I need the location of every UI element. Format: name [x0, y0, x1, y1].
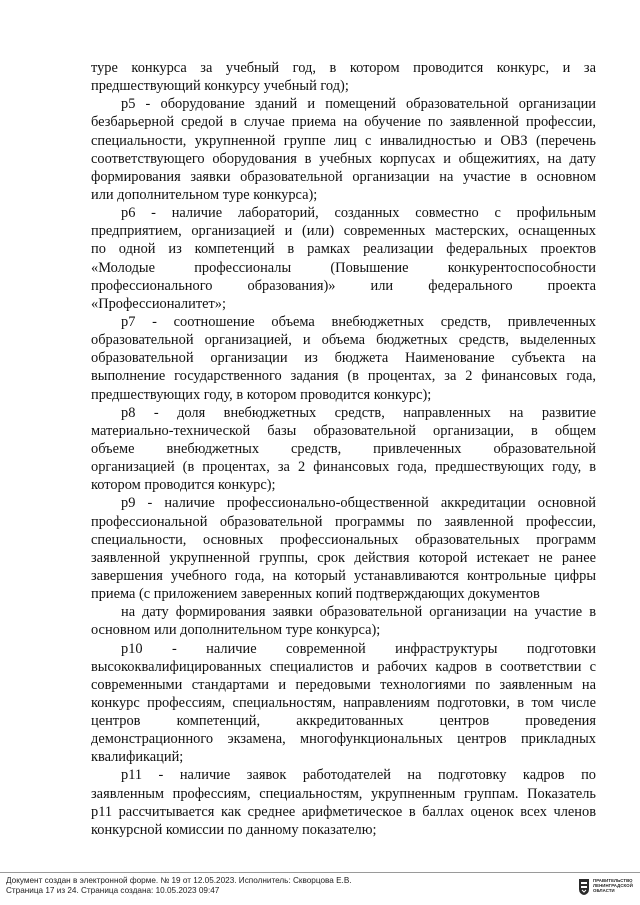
text-line: р11 рассчитывается как среднее арифметическое в баллах оценок всех членов [91, 803, 596, 820]
logo-line-2: ЛЕНИНГРАДСКОЙ [593, 883, 633, 888]
text-line: предприятием, организацией и (или) современных мастерских, оснащенных [91, 223, 596, 240]
logo-line-3: ОБЛАСТИ [593, 888, 615, 893]
text-line: основном или дополнительном туре конкурса); [91, 622, 381, 639]
text-line: на дату формирования заявки образовательной организации на участие в [121, 604, 596, 621]
text-line: конкурсной комиссии по данному показателю; [91, 821, 377, 838]
text-line: р10 - наличие современной инфраструктуры подготовки [121, 640, 596, 657]
logo-caption [593, 878, 633, 893]
text-line: р5 - оборудование зданий и помещений образовательной организации [121, 96, 596, 113]
text-line: материально-технической базы образовательной организации, в общем [91, 422, 596, 439]
document-footer [6, 876, 486, 896]
text-line: выполнение государственного задания (в процентах, за 2 финансовых года, [91, 368, 596, 385]
text-line: р8 - доля внебюджетных средств, направленных на развитие [121, 404, 596, 421]
text-line: специальности, укрупненной группе лиц с инвалидностью и ОВЗ (перечень [91, 132, 596, 149]
logo-line-1: ПРАВИТЕЛЬСТВО [593, 878, 633, 883]
text-line: завершения учебного года, на который устанавливаются контрольные цифры [91, 567, 596, 584]
text-line: приема (с приложением заверенных копий подтверждающих документов [91, 586, 540, 603]
text-line: «Профессионалитет»; [91, 295, 226, 312]
text-line: р11 - наличие заявок работодателей на подготовку кадров по [121, 767, 596, 784]
text-line: демонстрационного экзамена, многофункциональных центров прикладных [91, 731, 596, 748]
text-line: квалификаций; [91, 749, 184, 766]
text-line: заявленной укрупненной группы, срок действия которой истекает не ранее [91, 549, 596, 566]
text-line: специальности, основных профессиональных образовательных программ [91, 531, 596, 548]
footer-divider [0, 872, 640, 873]
text-line: р7 - соотношение объема внебюджетных средств, привлеченных [121, 313, 596, 330]
text-line: современными стандартами и передовыми технологиями по заявленным на [91, 676, 596, 693]
text-line: по одной из компетенций в рамках реализации федеральных проектов [91, 241, 596, 258]
text-line: формирования заявки образовательной организации на участие в основном [91, 168, 596, 185]
text-line: котором проводится конкурс); [91, 477, 276, 494]
text-line: предшествующий конкурсу учебный год); [91, 78, 349, 95]
text-line: соответствующего оборудования в учебных корпусах и общежитиях, на дату [91, 150, 596, 167]
text-line: центров компетенций, аккредитованных центров проведения [91, 713, 596, 730]
text-line: «Молодые профессионалы (Повышение конкурентоспособности [91, 259, 596, 276]
footer-line-1: Документ создан в электронной форме. № 19 от 12.05.2023. Исполнитель: Скворцова Е.В. [6, 876, 352, 885]
footer-line-2: Страница 17 из 24. Страница создана: 10.05.2023 09:47 [6, 886, 220, 895]
text-line: объеме внебюджетных средств, привлеченных образовательной [91, 440, 596, 457]
text-line: профессиональной образовательной программы по заявленной профессии, [91, 513, 596, 530]
text-line: образовательной организации из бюджета Наименование субъекта на [91, 350, 596, 367]
text-line: предшествующих году, в котором проводится конкурс); [91, 386, 432, 403]
text-line: туре конкурса за учебный год, в котором проводится конкурс, и за [91, 60, 596, 76]
text-line: высококвалифицированных специалистов и рабочих кадров в соответствии с [91, 658, 596, 675]
text-line: или дополнительном туре конкурса); [91, 186, 318, 203]
text-line: заявленным профессиям, специальностям, укрупненным группам. Показатель [91, 785, 596, 802]
text-line: безбарьерной средой в случае приема на обучение по заявленной профессии, [91, 114, 596, 131]
document-body [91, 59, 596, 839]
coat-of-arms-icon [578, 878, 590, 896]
text-line: р6 - наличие лабораторий, созданных совместно с профильным [121, 205, 596, 222]
government-logo [578, 876, 634, 900]
text-line: р9 - наличие профессионально-общественной аккредитации основной [121, 495, 596, 512]
text-line: конкурс профессиям, специальностям, направлениям подготовки, в том числе [91, 694, 596, 711]
text-line: профессионального образования)» или федерального проекта [91, 277, 596, 294]
text-line: образовательной организацией, и объема бюджетных средств, выделенных [91, 332, 596, 349]
text-line: организацией (в процентах, за 2 финансовых года, предшествующих году, в [91, 459, 596, 476]
